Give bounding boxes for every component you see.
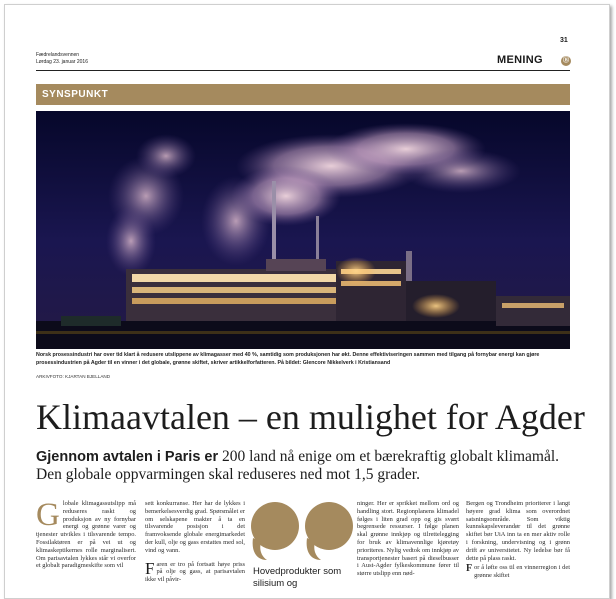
body-column-5-rest: or å løfte oss til en vinnerregion i det grønne skiftet: [474, 564, 570, 580]
paragraph-initial: F: [145, 558, 155, 578]
publication-date: Lørdag 23. januar 2016: [36, 59, 88, 65]
page-number: 31: [560, 37, 568, 44]
section-title: MENING: [497, 54, 543, 66]
section-band-label: SYNSPUNKT: [42, 89, 109, 100]
body-column-1-text: lobale klimagassutslipp må reduseres raskt og produksjon av ny fornybar energi og grønne varer og tjenester utvikles i tilsvarende tempo. Fossilaktøren er på vei ut og klimaskeptikernes rolle marginalisert. Om parisavtalen lykkes står vi overfor et globalt paradigmeskifte som vil: [36, 500, 136, 570]
photo-credit: ARKIVFOTO: KJARTAN BJELLAND: [36, 374, 111, 379]
factory-night-photo: [36, 111, 570, 349]
body-column-4: ninger. Her er sprikket mellom ord og handling stort. Regionplanens klimadel følges i liten grad opp og gis svært begrensede ressurser. I følge planen skal grønne innkjøp og tilrettelegging for bruk av klimavennlige kjøretøy prioriteres. Nylig vedtok om innkjøp av transportjenester basert på dieselbusser i Aust-Agder fylkeskommune fører til større utslipp enn nød-: [357, 500, 459, 578]
quote-marks-icon: [249, 502, 355, 562]
masthead: [36, 52, 88, 66]
publication-name: Fædrelandsvennen: [36, 52, 80, 58]
photo-caption: Norsk prosessindustri har over tid klart å redusere utslippene av klimagasser med 40 %, samtidig som produksjonen har økt. Denne effektiviseringen sammen med tilgang på fornybar energi kan gjøre prosessindustrien på Agder til en vinner i det globale, grønne skiftet, skriver artikkelforfatteren. På bildet: Glencore Nikkelverk i Kristiansand: [36, 352, 540, 366]
section-band: [36, 84, 570, 105]
body-column-2: [145, 500, 245, 596]
body-column-2-top: sett konkurranse. Her har de lykkes i bemerkelsesverdig grad. Spørsmålet er om selskapene makter å ta en tilsvarende posisjon i det framvoksende globale energimarkedet der kull, olje og gass erstattes med sol, vind og vann.: [145, 500, 245, 554]
paragraph-initial: F: [466, 563, 473, 575]
body-column-2-rest: aren er tro på fortsatt høye priss på olje og gass, at parisavtalen ikke vil påvir-: [145, 560, 245, 584]
body-column-5-top: Bergen og Trondheim prioriterer i langt høyere grad klima som overordnet satsningsområde. Som viktig kunnskapsleverandør til det grønne skiftet bør UiA inn ta en mer aktiv rolle i forskning, undervisning og i grønn drift av universitetet. Ny ledelse bør få dette på plass raskt.: [466, 500, 570, 562]
article-headline: Klimaavtalen – en mulighet for Agder: [36, 397, 585, 437]
section-badge-icon: Ⓑ: [562, 58, 569, 64]
header-rule: [36, 70, 570, 71]
body-column-1: [36, 500, 136, 596]
body-column-5: [466, 500, 570, 596]
lead-text: 200 land nå enige om et bærekraftig globalt klimamål. Den globale oppvarmingen skal reduseres ned mot 1,5 grader.: [36, 448, 560, 483]
pull-quote: Hovedprodukter som silisium og: [253, 566, 342, 589]
article-photo: [36, 111, 570, 349]
drop-cap: G: [36, 500, 60, 533]
article-lead: [36, 448, 576, 484]
lead-bold: Gjennom avtalen i Paris er: [36, 449, 219, 465]
